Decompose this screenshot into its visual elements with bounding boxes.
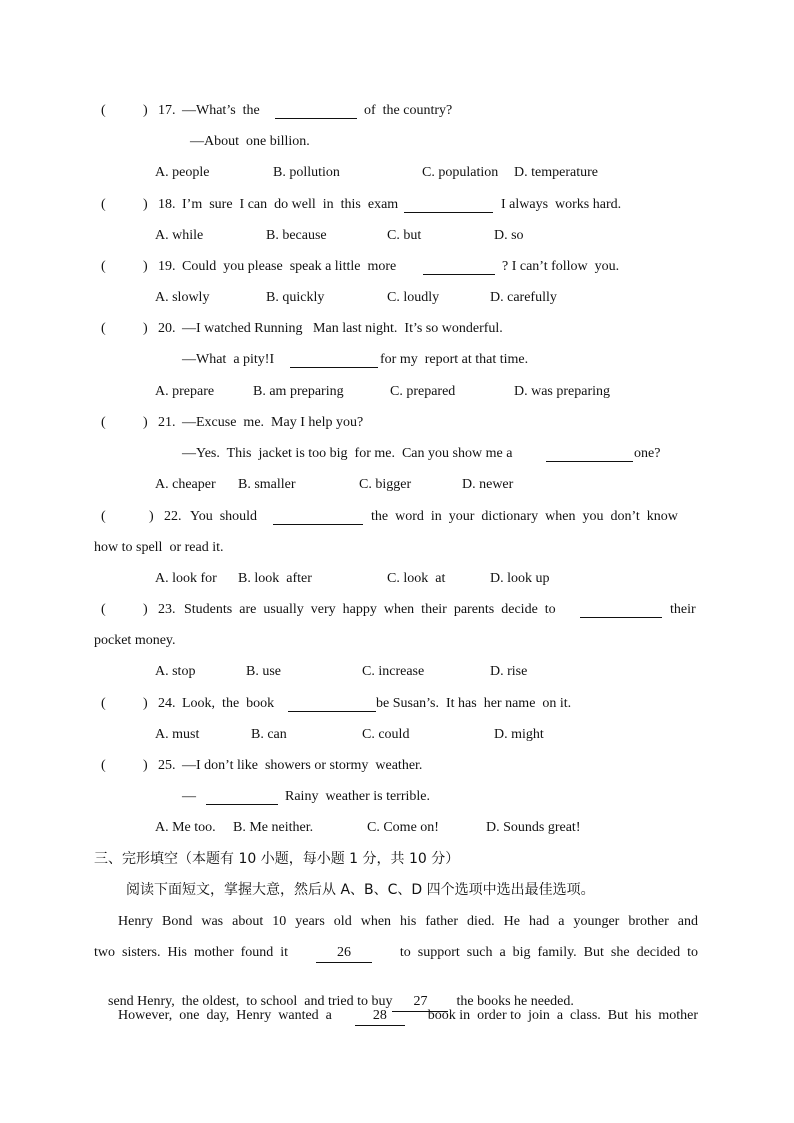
answer-paren-close: ) — [143, 602, 148, 617]
answer-paren-open: ( — [101, 696, 106, 711]
question-18-option-c: C. but — [387, 228, 422, 243]
question-25-option-b: B. Me neither. — [233, 820, 314, 835]
section-heading: 三、完形填空（本题有 10 小题，每小题 1 分，共 10 分） — [94, 851, 460, 867]
question-18-blank — [404, 198, 493, 213]
cloze-blank-26: 26 — [316, 944, 372, 963]
question-22-blank — [273, 510, 363, 525]
question-19-blank — [423, 260, 495, 275]
question-21-blank — [546, 447, 633, 462]
cloze-blank-28: 28 — [355, 1007, 405, 1026]
question-20-option-d: D. was preparing — [514, 384, 611, 399]
passage-line-2-before: two sisters. His mother found it — [94, 945, 289, 960]
question-21-reply-before: —Yes. This jacket is too big for me. Can you show me a — [182, 446, 513, 461]
question-25-text: —I don’t like showers or stormy weather. — [182, 758, 423, 773]
question-20-number: 20. — [158, 321, 176, 336]
question-24-option-c: C. could — [362, 727, 410, 742]
answer-paren-open: ( — [101, 509, 106, 524]
question-25-blank — [206, 790, 278, 805]
question-22-option-a: A. look for — [155, 571, 217, 586]
passage-line-3-after: the books he needed. — [456, 994, 574, 1009]
question-20-text: —I watched Running Man last night. It’s so wonderful. — [182, 321, 503, 336]
question-18-text-before: I’m sure I can do well in this exam — [182, 197, 399, 212]
passage-line-2-after: to support such a big family. But she decided to — [399, 945, 698, 960]
question-24-number: 24. — [158, 696, 176, 711]
answer-paren-close: ) — [143, 259, 148, 274]
question-20-reply-after: for my report at that time. — [380, 352, 529, 367]
question-24-option-a: A. must — [155, 727, 200, 742]
question-22-text-before: You should — [190, 509, 258, 524]
answer-paren-close: ) — [143, 415, 148, 430]
question-23-option-a: A. stop — [155, 664, 196, 679]
question-25-number: 25. — [158, 758, 176, 773]
question-21-option-c: C. bigger — [359, 477, 412, 492]
question-22-option-c: C. look at — [387, 571, 446, 586]
question-24-blank — [288, 697, 376, 712]
question-22-option-b: B. look after — [238, 571, 312, 586]
question-25-option-d: D. Sounds great! — [486, 820, 581, 835]
question-21-option-d: D. newer — [462, 477, 514, 492]
question-18-option-d: D. so — [494, 228, 524, 243]
question-17-option-b: B. pollution — [273, 165, 340, 180]
question-17-blank — [275, 104, 357, 119]
question-19-option-d: D. carefully — [490, 290, 557, 305]
question-23-continuation: pocket money. — [94, 633, 176, 648]
question-17-option-c: C. population — [422, 165, 499, 180]
question-24-text-before: Look, the book — [182, 696, 275, 711]
question-20-blank — [290, 353, 378, 368]
answer-paren-close: ) — [143, 758, 148, 773]
question-24-option-b: B. can — [251, 727, 287, 742]
question-23-option-c: C. increase — [362, 664, 425, 679]
question-17-option-a: A. people — [155, 165, 210, 180]
question-18-number: 18. — [158, 197, 176, 212]
question-23-number: 23. — [158, 602, 176, 617]
question-25-reply-before: — — [182, 789, 196, 804]
question-19-text-after: ? I can’t follow you. — [502, 259, 620, 274]
question-18-option-a: A. while — [155, 228, 204, 243]
question-19-option-a: A. slowly — [155, 290, 210, 305]
question-17-option-d: D. temperature — [514, 165, 598, 180]
answer-paren-open: ( — [101, 197, 106, 212]
question-21-number: 21. — [158, 415, 176, 430]
question-19-option-b: B. quickly — [266, 290, 325, 305]
question-19-option-c: C. loudly — [387, 290, 440, 305]
answer-paren-open: ( — [101, 602, 106, 617]
question-20-option-c: C. prepared — [390, 384, 456, 399]
passage-line-2 — [94, 944, 698, 963]
question-25-option-c: C. Come on! — [367, 820, 439, 835]
answer-paren-open: ( — [101, 321, 106, 336]
answer-paren-open: ( — [101, 259, 106, 274]
question-25-reply-after: Rainy weather is terrible. — [285, 789, 431, 804]
section-instruction: 阅读下面短文，掌握大意，然后从 A、B、C、D 四个选项中选出最佳选项。 — [126, 882, 595, 898]
passage-line-3-before: send Henry, the oldest, to school and tried to buy — [108, 994, 393, 1009]
passage-line-4-before: However, one day, Henry wanted a — [118, 1008, 332, 1023]
question-23-blank — [580, 603, 662, 618]
answer-paren-open: ( — [101, 103, 106, 118]
cloze-blank-27: 27 — [392, 993, 448, 1012]
question-17-number: 17. — [158, 103, 176, 118]
question-23-text-after: their — [670, 602, 696, 617]
question-22-continuation: how to spell or read it. — [94, 540, 224, 555]
answer-paren-close: ) — [143, 321, 148, 336]
question-18-option-b: B. because — [266, 228, 327, 243]
question-17-reply: —About one billion. — [190, 134, 310, 149]
question-22-text-after: the word in your dictionary when you don’t know — [371, 509, 678, 524]
question-18-text-after: I always works hard. — [501, 197, 622, 212]
answer-paren-close: ) — [143, 696, 148, 711]
answer-paren-open: ( — [101, 758, 106, 773]
question-22-number: 22. — [164, 509, 182, 524]
question-20-option-a: A. prepare — [155, 384, 215, 399]
question-21-option-b: B. smaller — [238, 477, 296, 492]
question-17-text-before: —What’s the — [182, 103, 260, 118]
question-21-reply-after: one? — [634, 446, 661, 461]
question-20-reply-before: —What a pity!I — [182, 352, 275, 367]
question-19-number: 19. — [158, 259, 176, 274]
answer-paren-close: ) — [143, 103, 148, 118]
passage-line-1: Henry Bond was about 10 years old when his father died. He had a younger brother and — [118, 914, 698, 929]
answer-paren-close: ) — [143, 197, 148, 212]
question-23-option-b: B. use — [246, 664, 281, 679]
question-20-option-b: B. am preparing — [253, 384, 344, 399]
question-19-text-before: Could you please speak a little more — [182, 259, 397, 274]
question-24-option-d: D. might — [494, 727, 544, 742]
question-23-text-before: Students are usually very happy when their parents decide to — [184, 602, 556, 617]
question-21-text: —Excuse me. May I help you? — [182, 415, 364, 430]
answer-paren-open: ( — [101, 415, 106, 430]
question-17-text-after: of the country? — [364, 103, 453, 118]
question-22-option-d: D. look up — [490, 571, 550, 586]
question-23-option-d: D. rise — [490, 664, 528, 679]
answer-paren-close: ) — [149, 509, 154, 524]
passage-line-4-after: book in order to join a class. But his mother — [427, 1008, 698, 1023]
question-24-text-after: be Susan’s. It has her name on it. — [376, 696, 572, 711]
question-21-option-a: A. cheaper — [155, 477, 216, 492]
passage-line-4 — [118, 1007, 698, 1026]
question-25-option-a: A. Me too. — [155, 820, 216, 835]
